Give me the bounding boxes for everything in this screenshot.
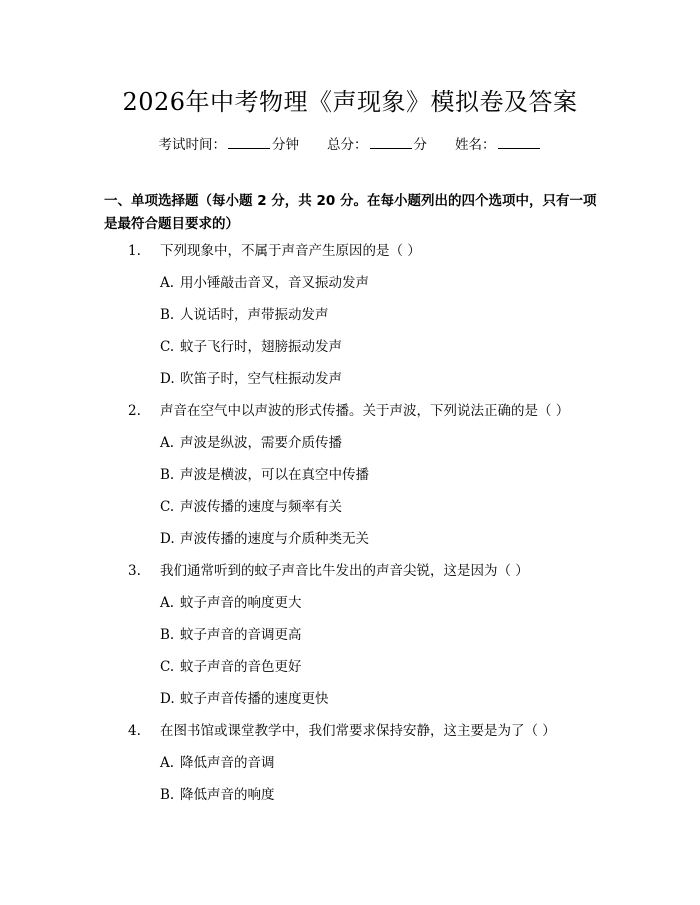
exam-time-blank (228, 136, 270, 149)
question-number: 1. (128, 243, 141, 259)
option-text: 蚊子声音传播的速度更快 (180, 691, 329, 707)
question-text: 在图书馆或课堂教学中，我们常要求保持安静，这主要是为了（ ） (160, 723, 556, 739)
option-letter: D. (160, 371, 175, 387)
option-d (0, 370, 700, 402)
option-letter: A. (160, 755, 175, 771)
question-number: 4. (128, 723, 141, 739)
option-a (0, 434, 700, 466)
option-text: 蚊子声音的响度更大 (180, 595, 302, 611)
option-b (0, 466, 700, 498)
total-score-blank (370, 136, 412, 149)
total-score-label: 总分： (327, 137, 368, 153)
question-text: 下列现象中，不属于声音产生原因的是（ ） (160, 243, 421, 259)
section-heading (104, 190, 614, 236)
option-text: 蚊子飞行时，翅膀振动发声 (180, 339, 342, 355)
section-heading-line-1: 一、单项选择题（每小题 2 分，共 20 分。在每小题列出的四个选项中，只有一项 (104, 193, 597, 209)
question-stem (0, 402, 700, 434)
option-letter: A. (160, 275, 175, 291)
question-list (0, 242, 700, 818)
option-c (0, 498, 700, 530)
option-letter: B. (160, 787, 175, 803)
option-letter: D. (160, 531, 175, 547)
option-letter: B. (160, 307, 175, 323)
exam-title: 2026年中考物理《声现象》模拟卷及答案 (122, 88, 578, 116)
question-2 (0, 402, 700, 562)
option-b (0, 306, 700, 338)
question-stem (0, 722, 700, 754)
option-text: 吹笛子时，空气柱振动发声 (180, 371, 342, 387)
option-letter: C. (160, 499, 175, 515)
option-text: 声波是横波，可以在真空中传播 (180, 467, 369, 483)
option-letter: A. (160, 595, 175, 611)
option-a (0, 274, 700, 306)
option-text: 蚊子声音的音调更高 (180, 627, 302, 643)
exam-time-label: 考试时间： (158, 137, 226, 153)
total-score-field (327, 133, 427, 153)
option-text: 声波传播的速度与频率有关 (180, 499, 342, 515)
option-b (0, 626, 700, 658)
question-4 (0, 722, 700, 818)
option-text: 用小锤敲击音叉，音叉振动发声 (180, 275, 369, 291)
option-text: 声波传播的速度与介质种类无关 (180, 531, 369, 547)
option-b (0, 786, 700, 818)
question-1 (0, 242, 700, 402)
option-letter: A. (160, 435, 175, 451)
student-name-blank (498, 136, 540, 149)
option-letter: B. (160, 467, 175, 483)
option-text: 蚊子声音的音色更好 (180, 659, 302, 675)
question-number: 3. (128, 563, 141, 579)
option-text: 声波是纵波，需要介质传播 (180, 435, 342, 451)
option-a (0, 594, 700, 626)
option-c (0, 338, 700, 370)
question-text: 我们通常听到的蚊子声音比牛发出的声音尖锐，这是因为（ ） (160, 563, 529, 579)
question-number: 2. (128, 403, 141, 419)
option-d (0, 690, 700, 722)
exam-meta-row (0, 133, 700, 153)
total-score-unit: 分 (413, 137, 427, 153)
option-c (0, 658, 700, 690)
option-letter: D. (160, 691, 175, 707)
question-text: 声音在空气中以声波的形式传播。关于声波，下列说法正确的是（ ） (160, 403, 570, 419)
option-text: 降低声音的音调 (180, 755, 275, 771)
option-text: 人说话时，声带振动发声 (180, 307, 329, 323)
question-stem (0, 562, 700, 594)
student-name-label: 姓名： (455, 137, 496, 153)
question-stem (0, 242, 700, 274)
section-heading-line-2: 是最符合题目要求的） (104, 216, 239, 232)
student-name-field (455, 133, 542, 153)
exam-time-field (159, 133, 300, 153)
option-d (0, 530, 700, 562)
question-3 (0, 562, 700, 722)
option-text: 降低声音的响度 (180, 787, 275, 803)
option-letter: C. (160, 339, 175, 355)
option-a (0, 754, 700, 786)
exam-time-unit: 分钟 (272, 137, 299, 153)
option-letter: B. (160, 627, 175, 643)
option-letter: C. (160, 659, 175, 675)
